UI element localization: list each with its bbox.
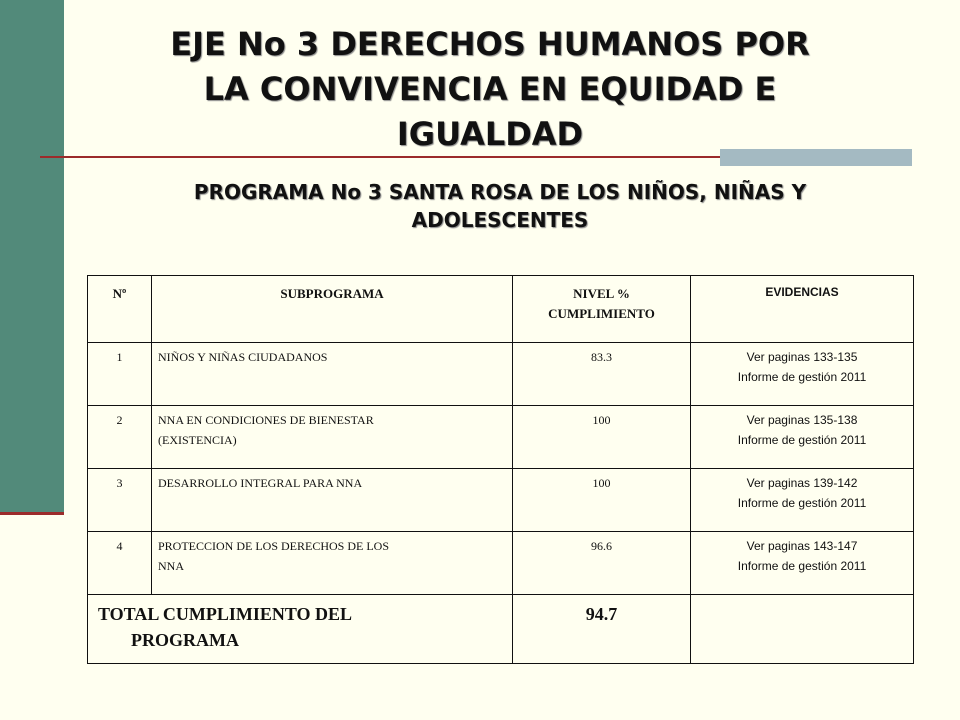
- row-evidencias-line-2: Informe de gestión 2011: [737, 433, 867, 447]
- compliance-table: [87, 275, 914, 664]
- row-nivel: 83.3: [513, 343, 691, 406]
- row-evidencias: [691, 343, 914, 406]
- table-row: [88, 469, 914, 532]
- row-num: 4: [88, 532, 152, 595]
- row-evidencias-line-1: Ver paginas 133-135: [746, 350, 858, 364]
- header-nivel-line-2: CUMPLIMIENTO: [548, 306, 655, 321]
- header-nivel: [513, 276, 691, 343]
- row-subprograma-line-1: PROTECCION DE LOS DERECHOS DE LOS: [158, 539, 390, 553]
- row-num: 1: [88, 343, 152, 406]
- row-evidencias: [691, 469, 914, 532]
- row-subprograma-line-1: NIÑOS Y NIÑAS CIUDADANOS: [158, 350, 328, 364]
- slide-subtitle: [100, 178, 900, 234]
- row-num: 2: [88, 406, 152, 469]
- row-evidencias-line-2: Informe de gestión 2011: [737, 559, 867, 573]
- row-subprograma-line-1: DESARROLLO INTEGRAL PARA NNA: [158, 476, 363, 490]
- total-label-line-2: PROGRAMA: [131, 630, 239, 650]
- title-line-3: IGUALDAD: [396, 115, 584, 153]
- side-decor-bar: [0, 0, 64, 512]
- total-label: [88, 595, 513, 664]
- row-evidencias-line-1: Ver paginas 135-138: [746, 413, 858, 427]
- row-subprograma-line-2: (EXISTENCIA): [158, 433, 237, 447]
- table-row: [88, 532, 914, 595]
- row-subprograma: [152, 469, 513, 532]
- header-evidencias: EVIDENCIAS: [691, 276, 914, 343]
- row-subprograma: [152, 532, 513, 595]
- row-nivel: 100: [513, 469, 691, 532]
- table-row: [88, 406, 914, 469]
- header-subprograma: SUBPROGRAMA: [152, 276, 513, 343]
- total-value: 94.7: [513, 595, 691, 664]
- row-num: 3: [88, 469, 152, 532]
- table-header-row: [88, 276, 914, 343]
- row-evidencias-line-1: Ver paginas 143-147: [746, 539, 858, 553]
- row-subprograma-line-2: NNA: [158, 559, 184, 573]
- row-subprograma: [152, 343, 513, 406]
- row-evidencias-line-2: Informe de gestión 2011: [737, 370, 867, 384]
- row-subprograma: [152, 406, 513, 469]
- row-subprograma-line-1: NNA EN CONDICIONES DE BIENESTAR: [158, 413, 374, 427]
- row-nivel: 96.6: [513, 532, 691, 595]
- title-line-1: EJE No 3 DERECHOS HUMANOS POR: [170, 25, 810, 63]
- total-evidencias-empty: [691, 595, 914, 664]
- row-evidencias: [691, 406, 914, 469]
- total-label-line-1: TOTAL CUMPLIMIENTO DEL: [98, 604, 353, 624]
- subtitle-line-1: PROGRAMA No 3 SANTA ROSA DE LOS NIÑOS, NIÑAS Y: [193, 180, 807, 204]
- table-total-row: [88, 595, 914, 664]
- title-line-2: LA CONVIVENCIA EN EQUIDAD E: [203, 70, 777, 108]
- row-evidencias: [691, 532, 914, 595]
- row-nivel: 100: [513, 406, 691, 469]
- row-evidencias-line-2: Informe de gestión 2011: [737, 496, 867, 510]
- subtitle-line-2: ADOLESCENTES: [411, 208, 589, 232]
- title-divider-accent: [720, 149, 912, 166]
- slide-title: [90, 22, 890, 157]
- row-evidencias-line-1: Ver paginas 139-142: [746, 476, 858, 490]
- header-num: Nº: [88, 276, 152, 343]
- side-decor-line: [0, 512, 64, 515]
- table-row: [88, 343, 914, 406]
- header-nivel-line-1: NIVEL %: [573, 286, 630, 301]
